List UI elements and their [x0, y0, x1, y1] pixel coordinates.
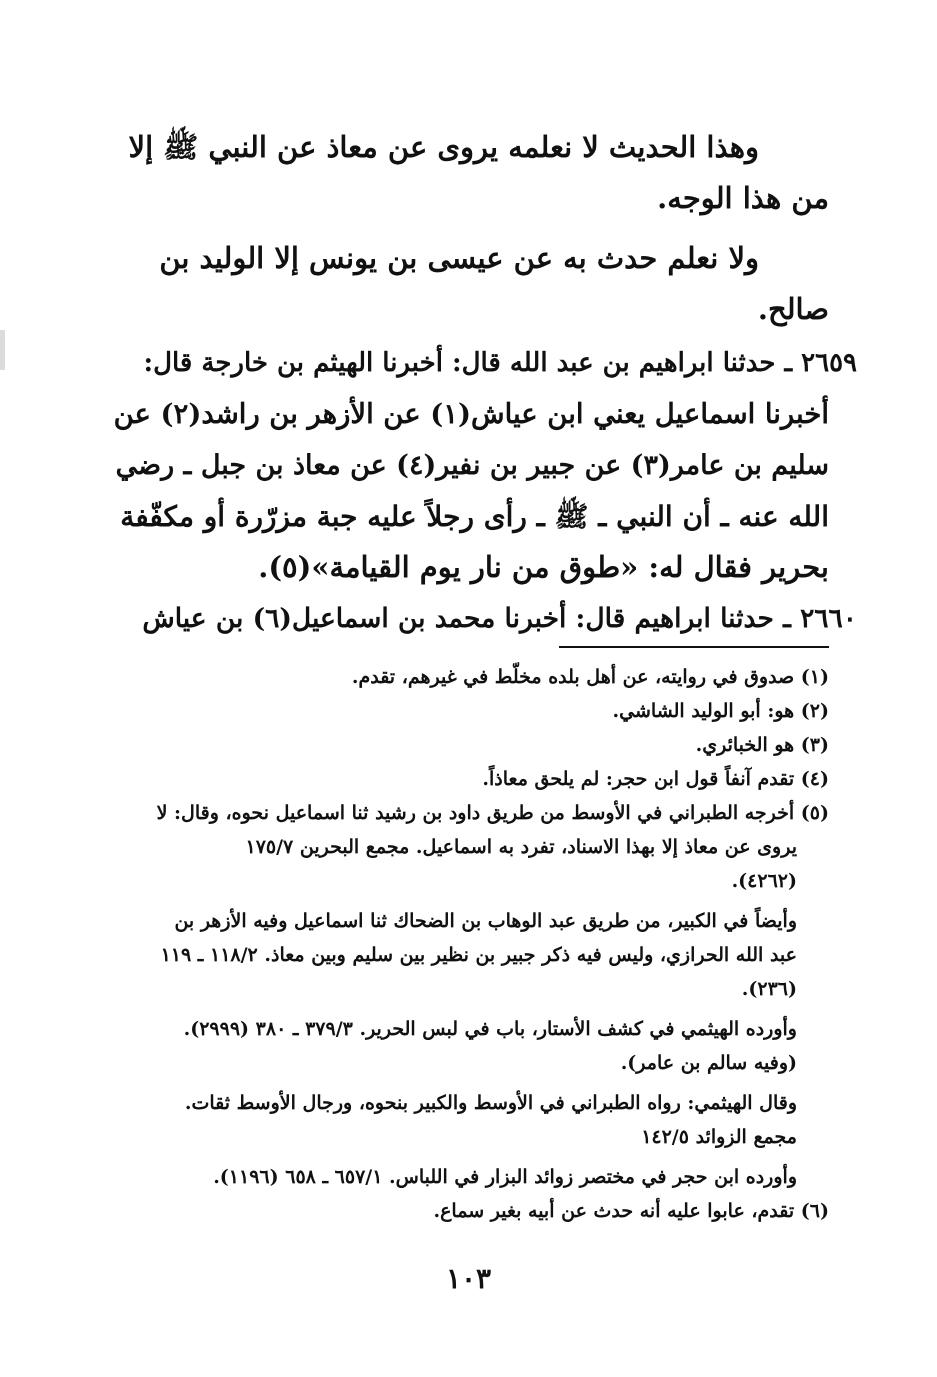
hadith-2659-line-4: الله عنه ـ أن النبي ـ ﷺ ـ رأى رجلاً عليه جبة مزرّرة أو مكفّفة: [120, 500, 829, 533]
main-line-2: من هذا الوجه.: [657, 181, 829, 215]
hadith-2660-line-1: ٢٦٦٠ ـ حدثنا ابراهيم قال: أخبرنا محمد بن اسماعيل(٦) بن عياش: [142, 603, 857, 634]
footnote-5-line-8: (وفيه سالم بن عامر).: [620, 1052, 797, 1074]
page-number: ١٠٣: [445, 1262, 492, 1295]
footnote-5-line-2: يروى عن معاذ إلا بهذا الاسناد، تفرد به اسماعيل. مجمع البحرين ١٧٥/٧: [245, 836, 797, 858]
footnote-5-line-9: وقال الهيثمي: رواه الطبراني في الأوسط والكبير بنحوه، ورجال الأوسط ثقات.: [184, 1092, 797, 1114]
hadith-2659-line-1: ٢٦٥٩ ـ حدثنا ابراهيم بن عبد الله قال: أخبرنا الهيثم بن خارجة قال:: [143, 348, 857, 378]
footnote-5-line-5: عبد الله الحرازي، وليس فيه ذكر جبير بن نظير بين سليم وبين معاذ. ١١٨/٢ ـ ١١٩: [160, 944, 797, 966]
footnote-5-line-3: (٤٢٦٢).: [731, 870, 797, 892]
main-line-1: وهذا الحديث لا نعلمه يروى عن معاذ عن النبي ﷺ إلا: [128, 130, 759, 164]
footnote-5-line-4: وأيضاً في الكبير، من طريق عبد الوهاب بن الضحاك ثنا اسماعيل وفيه الأزهر بن: [174, 910, 797, 932]
footnote-separator: [559, 646, 829, 648]
footnote-5-line-6: (٢٣٦).: [741, 978, 797, 1000]
hadith-2659-line-3: سليم بن عامر(٣) عن جبير بن نفير(٤) عن معاذ بن جبل ـ رضي: [115, 450, 829, 481]
footnote-3: (٣) هو الخبائري.: [695, 734, 829, 756]
hadith-2659-line-5: بحرير فقال له: «طوق من نار يوم القيامة»(٥).: [258, 550, 829, 584]
hadith-2659-line-2: أخبرنا اسماعيل يعني ابن عياش(١) عن الأزهر بن راشد(٢) عن: [113, 398, 829, 430]
footnote-6: (٦) تقدم، عابوا عليه أنه حدث عن أبيه بغير سماع.: [433, 1200, 829, 1222]
scan-edge-mark: [0, 330, 5, 370]
footnote-5-line-11: وأورده ابن حجر في مختصر زوائد البزار في اللباس. ٦٥٧/١ ـ ٦٥٨ (١١٩٦).: [213, 1166, 797, 1188]
footnote-4: (٤) تقدم آنفاً قول ابن حجر: لم يلحق معاذاً.: [482, 768, 829, 790]
main-line-4: صالح.: [757, 292, 829, 326]
main-line-3: ولا نعلم حدث به عن عيسى بن يونس إلا الوليد بن: [159, 241, 759, 275]
footnote-5-line-10: مجمع الزوائد ١٤٢/٥: [641, 1126, 797, 1148]
footnote-5-line-7: وأورده الهيثمي في كشف الأستار، باب في لبس الحرير. ٣٧٩/٣ ـ ٣٨٠ (٢٩٩٩).: [183, 1018, 797, 1040]
footnote-2: (٢) هو: أبو الوليد الشاشي.: [612, 700, 829, 722]
footnote-1: (١) صدوق في روايته، عن أهل بلده مخلّط في غيرهم، تقدم.: [351, 666, 829, 688]
footnote-5-line-1: (٥) أخرجه الطبراني في الأوسط من طريق داود بن رشيد ثنا اسماعيل نحوه، وقال: لا: [156, 802, 829, 824]
